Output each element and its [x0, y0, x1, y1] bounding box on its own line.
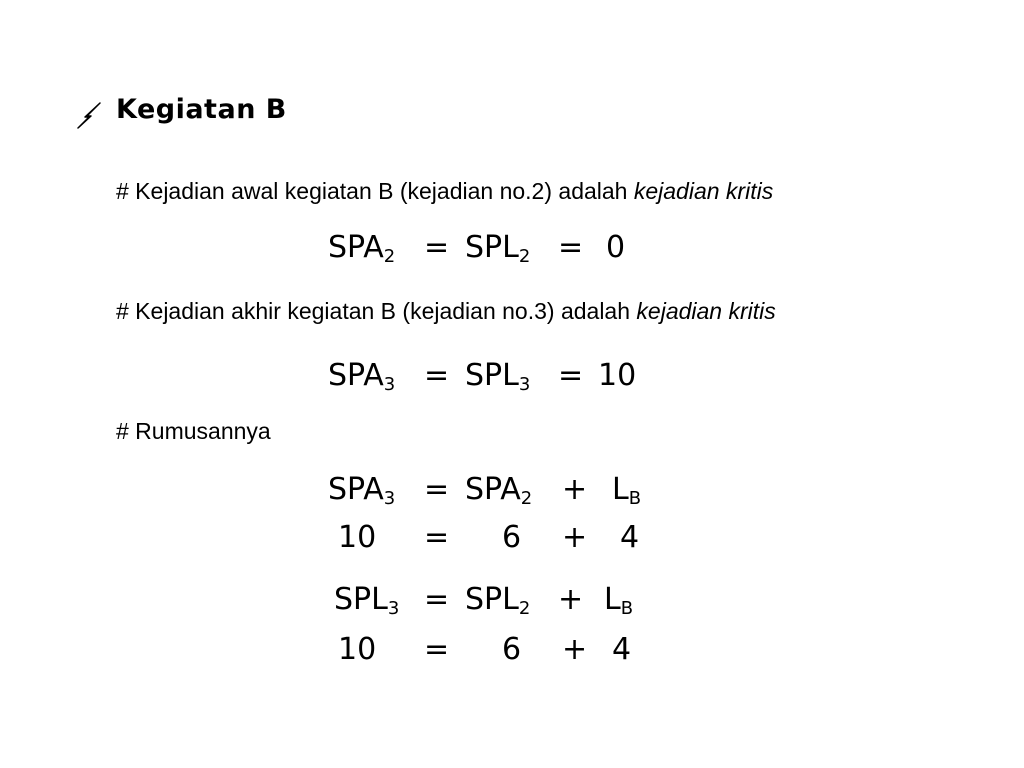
eq1-equals-2: = — [558, 230, 584, 265]
f1n-term1: 6 — [502, 520, 522, 555]
slide-heading: Kegiatan B — [116, 94, 287, 125]
note-initial-event-text: # Kejadian awal kegiatan B (kejadian no.2) adalah — [116, 178, 634, 204]
eq2-equals-1: = — [424, 358, 450, 393]
f1-term1: $SPA_2$ — [465, 472, 533, 509]
f1n-equals: = — [424, 520, 450, 555]
f1-equals: = — [424, 472, 450, 507]
eq1-rhs: 0 — [606, 230, 626, 265]
f2-term1: $SPL_2$ — [465, 582, 531, 619]
eq2-middle: $SPL_3$ — [465, 358, 531, 395]
note-formula: # Rumusannya — [116, 418, 271, 444]
note-final-event-text: # Kejadian akhir kegiatan B (kejadian no.3) adalah — [116, 298, 637, 324]
eq2-lhs: $SPA_3$ — [328, 358, 396, 395]
f2n-lhs: 10 — [338, 632, 377, 667]
eq1-equals-1: = — [424, 230, 450, 265]
eq2-rhs: 10 — [598, 358, 637, 393]
lightning-bolt-icon — [74, 100, 104, 130]
f1-term2: $L_B$ — [612, 472, 642, 509]
f1n-plus: + — [562, 520, 588, 555]
f1-plus: + — [562, 472, 588, 507]
note-final-event-emphasis: kejadian kritis — [636, 298, 776, 324]
f2n-term1: 6 — [502, 632, 522, 667]
note-final-event — [116, 298, 776, 325]
f2-lhs: $SPL_3$ — [334, 582, 400, 619]
note-initial-event-emphasis: kejadian kritis — [633, 178, 774, 204]
eq1-middle: $SPL_2$ — [465, 230, 531, 267]
f2-equals: = — [424, 582, 450, 617]
f2n-equals: = — [424, 632, 450, 667]
eq1-lhs: $SPA_2$ — [328, 230, 396, 267]
eq2-equals-2: = — [558, 358, 584, 393]
f2n-plus: + — [562, 632, 588, 667]
f1-lhs: $SPA_3$ — [328, 472, 396, 509]
f2n-term2: 4 — [612, 632, 632, 667]
f1n-term2: 4 — [620, 520, 640, 555]
note-initial-event — [116, 178, 773, 205]
f2-plus: + — [558, 582, 584, 617]
f2-term2: $L_B$ — [604, 582, 634, 619]
f1n-lhs: 10 — [338, 520, 377, 555]
